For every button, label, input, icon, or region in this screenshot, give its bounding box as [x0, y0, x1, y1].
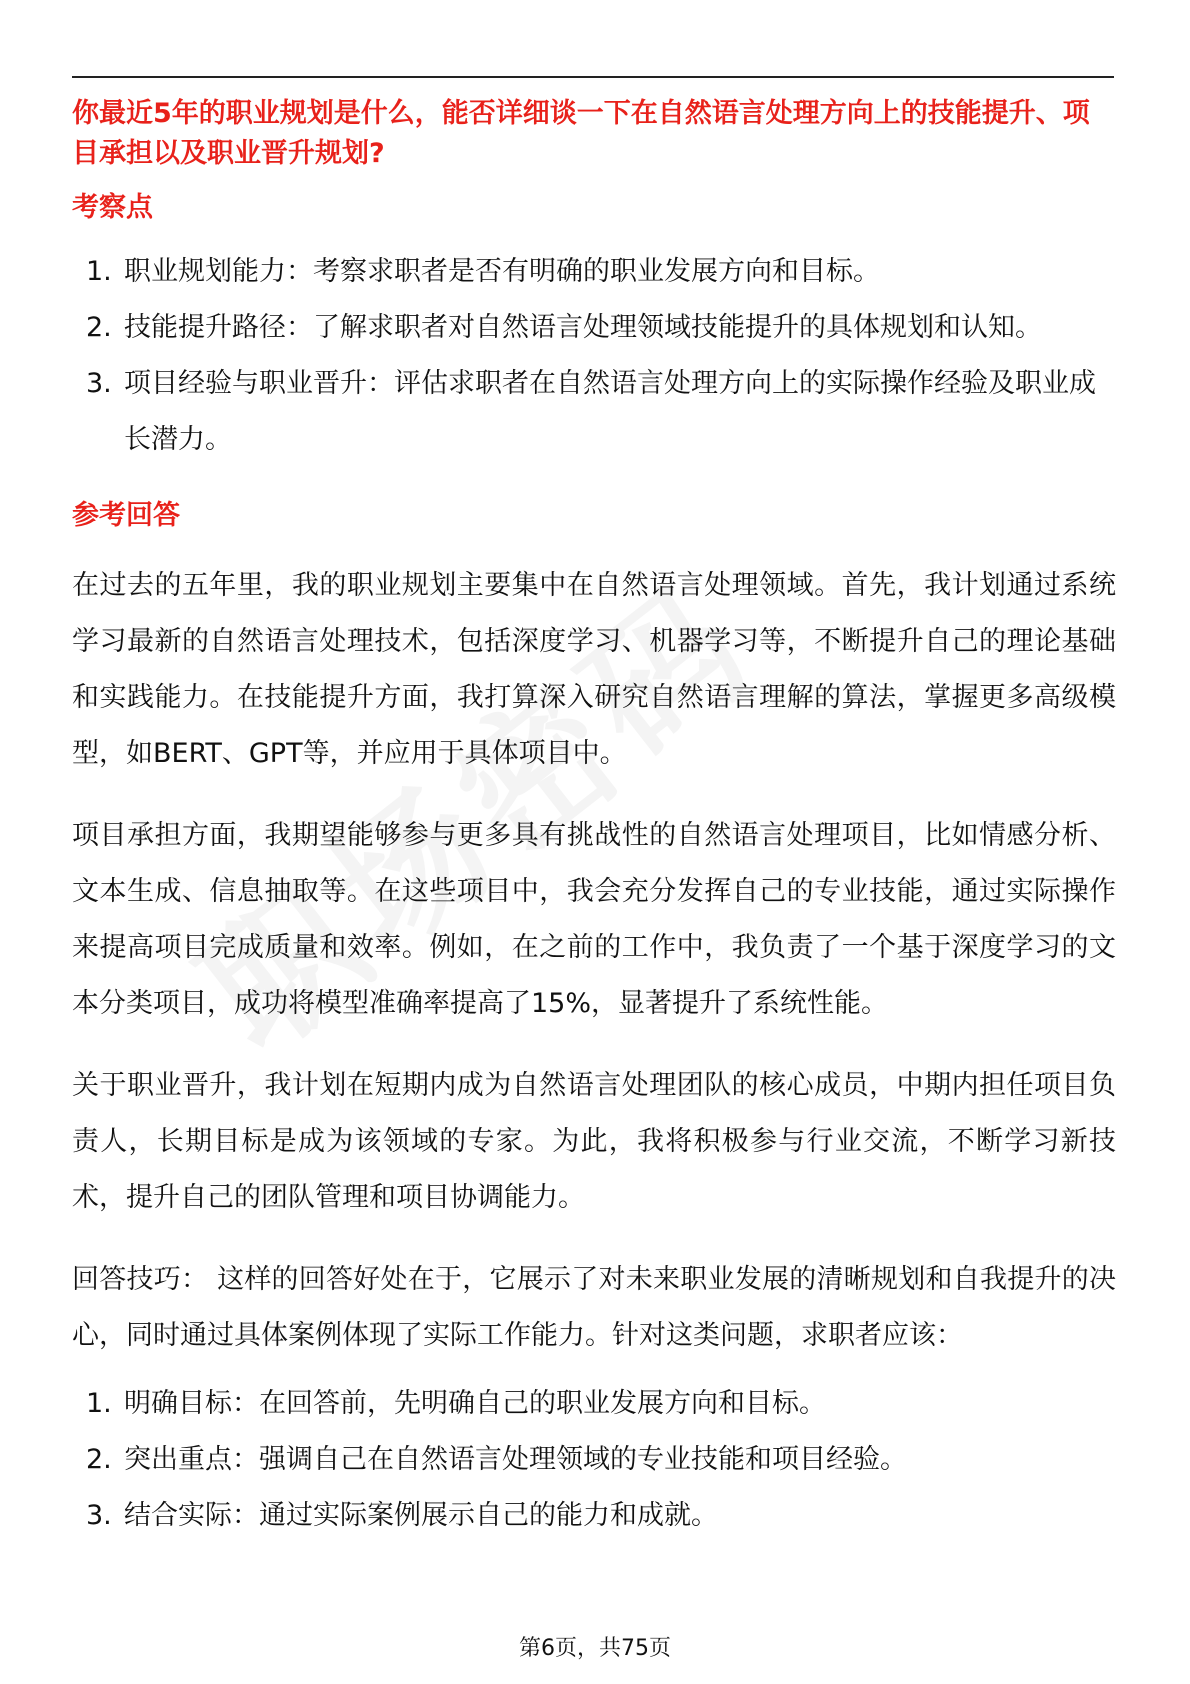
tips-list: [72, 1376, 1116, 1544]
list-item: [72, 1376, 1116, 1432]
list-item: [72, 1432, 1116, 1488]
page-content: [72, 94, 1116, 1544]
list-item: [72, 300, 1116, 356]
list-item-text: 技能提升路径：了解求职者对自然语言处理领域技能提升的具体规划和认知。: [124, 312, 1042, 343]
list-number: 3.: [86, 368, 112, 399]
list-item-text: 项目经验与职业晋升：评估求职者在自然语言处理方向上的实际操作经验及职业成长潜力。: [124, 368, 1096, 455]
page-number: 第6页，共75页: [519, 1636, 671, 1661]
list-number: 2.: [86, 1444, 112, 1475]
points-list: [72, 244, 1116, 468]
answer-paragraph: 项目承担方面，我期望能够参与更多具有挑战性的自然语言处理项目，比如情感分析、文本生成、信息抽取等。在这些项目中，我会充分发挥自己的专业技能，通过实际操作来提高项目完成质量和效率。例如，在之前的工作中，我负责了一个基于深度学习的文本分类项目，成功将模型准确率提高了15%，显著提升了系统性能。: [72, 820, 1116, 1019]
top-divider: [72, 76, 1114, 78]
list-item-text: 结合实际：通过实际案例展示自己的能力和成就。: [124, 1500, 718, 1531]
answer-heading: 参考回答: [72, 500, 180, 531]
list-item: [72, 1488, 1116, 1544]
answer-tips-paragraph: 回答技巧： 这样的回答好处在于，它展示了对未来职业发展的清晰规划和自我提升的决心，同时通过具体案例体现了实际工作能力。针对这类问题，求职者应该：: [72, 1264, 1116, 1351]
list-item: [72, 356, 1116, 468]
list-item-text: 职业规划能力：考察求职者是否有明确的职业发展方向和目标。: [124, 256, 880, 287]
list-number: 3.: [86, 1500, 112, 1531]
answer-paragraph: 在过去的五年里，我的职业规划主要集中在自然语言处理领域。首先，我计划通过系统学习最新的自然语言处理技术，包括深度学习、机器学习等，不断提升自己的理论基础和实践能力。在技能提升方面，我打算深入研究自然语言理解的算法，掌握更多高级模型，如BERT、GPT等，并应用于具体项目中。: [72, 570, 1116, 769]
points-heading: 考察点: [72, 192, 153, 223]
list-number: 1.: [86, 1388, 112, 1419]
question-title: 你最近5年的职业规划是什么，能否详细谈一下在自然语言处理方向上的技能提升、项目承担以及职业晋升规划?: [72, 98, 1090, 169]
list-item-text: 突出重点：强调自己在自然语言处理领域的专业技能和项目经验。: [124, 1444, 907, 1475]
list-number: 1.: [86, 256, 112, 287]
list-number: 2.: [86, 312, 112, 343]
list-item-text: 明确目标：在回答前，先明确自己的职业发展方向和目标。: [124, 1388, 826, 1419]
list-item: [72, 244, 1116, 300]
answer-paragraph: 关于职业晋升，我计划在短期内成为自然语言处理团队的核心成员，中期内担任项目负责人，长期目标是成为该领域的专家。为此，我将积极参与行业交流，不断学习新技术，提升自己的团队管理和项目协调能力。: [72, 1070, 1116, 1213]
